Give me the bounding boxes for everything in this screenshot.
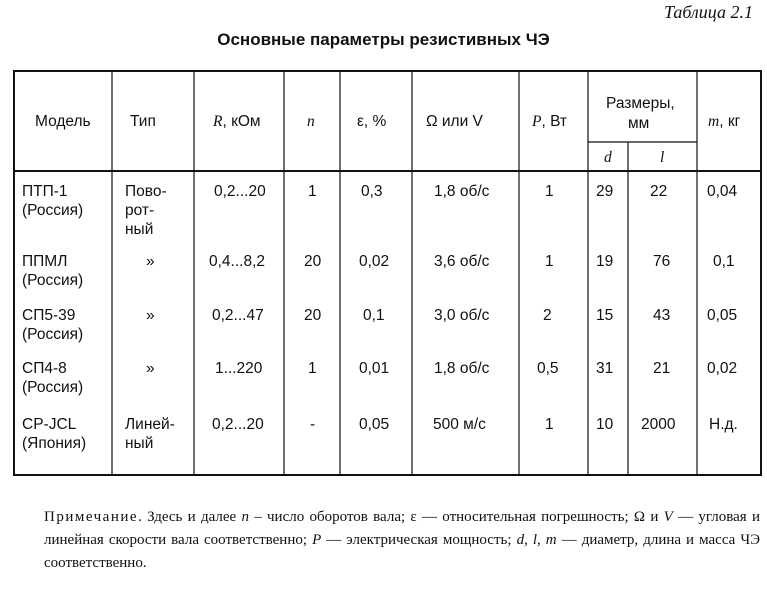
header-model: Модель	[35, 113, 91, 130]
header-power: P, Вт	[532, 113, 568, 130]
header-type: Тип	[130, 113, 156, 130]
header-error: ε, %	[357, 113, 387, 130]
header-speed: Ω или V	[426, 113, 483, 130]
header-sizes: Размеры,	[606, 95, 675, 112]
header-mass: m, кг	[708, 113, 741, 130]
header-turns: n	[307, 113, 315, 130]
header-diameter: d	[604, 149, 612, 166]
header-sizes-unit: мм	[628, 115, 650, 132]
note-label: Примечание	[44, 509, 139, 525]
table-title: Основные параметры резистивных ЧЭ	[217, 30, 550, 49]
parameters-table: Модель Тип R, кОм n ε, % Ω или V P, Вт Размеры, мм d l m, кг ПТП-1 (Россия) Пово- рот- ный 0,2...20 1 0,3 1,8 об/с 1 29 22 0,04 ППМЛ (Россия) » 0,4...8,2 20 0,02 3,6 об/с 1 19 76 0,1 СП5-39 (Россия) » 0,2...47 20 0,1 3,0 об/с 2 15 43 0,05 СП4-8 (Россия) » 1...220 1 0,01 1,8 об/с 0,5 31 21 0,02 CP-JCL (Япония) Линей- ный 0,2...20 - 0,05 500 м/с 1 10 2000 Н.д.	[13, 70, 762, 476]
header-resistance: R, кОм	[213, 113, 261, 130]
table-note: Примечание. Здесь и далее n – число оборотов вала; ε — относительная погрешность; Ω и V — угловая и линейная скорости вала соответственно; P — электрическая мощность; d, l, m — диаметр, длина и масса ЧЭ соответственно.	[44, 509, 761, 571]
header-length: l	[660, 149, 665, 166]
table-caption: Таблица 2.1	[663, 2, 753, 22]
